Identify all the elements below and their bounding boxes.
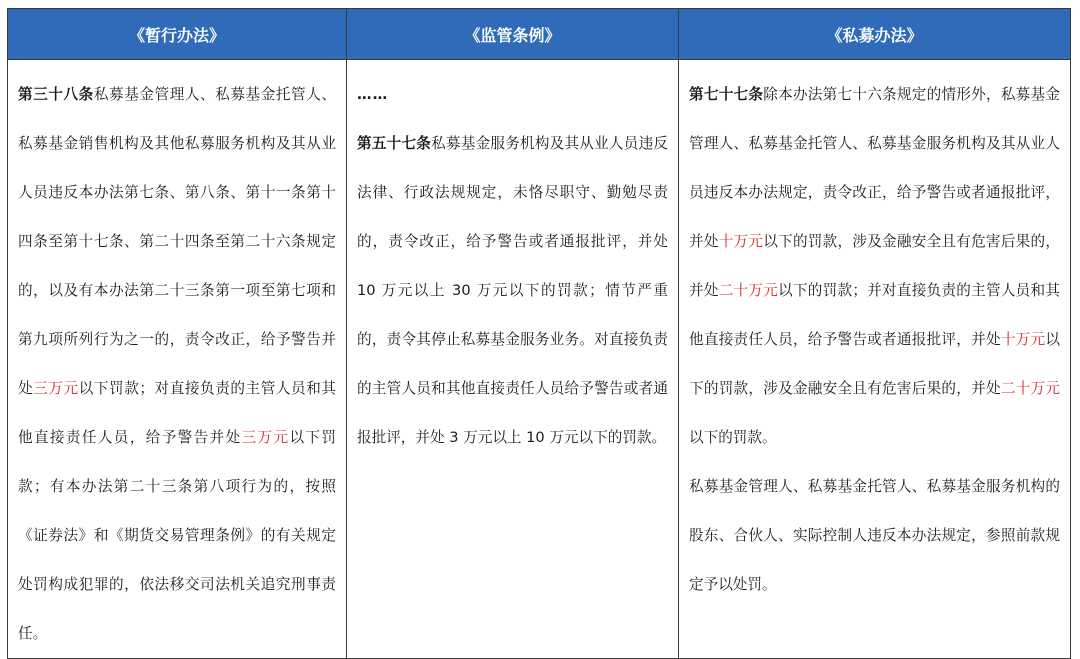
comparison-table bbox=[7, 8, 1071, 659]
paragraph-article-57 bbox=[357, 119, 668, 462]
header-interim-measures: 《暂行办法》 bbox=[8, 9, 347, 60]
article-text: 以下的罚款。 bbox=[689, 429, 777, 446]
article-text: 以下的罚款，涉及金融安全且有危害后果的，并处 bbox=[689, 233, 1060, 299]
article-text: 私募基金管理人、私募基金托管人、私募基金销售机构及其他私募服务机构及其从业人员违反本办法第七条、第八条、第十一条第十四条至第十七条、第二十四条至第二十六条规定的，以及有本办法第二十三条第一项至第七项和第九项所列行为之一的，责令改正，给予警告并处 bbox=[18, 86, 336, 397]
header-row bbox=[8, 9, 1071, 60]
paragraph-article-77-part2: 私募基金管理人、私募基金托管人、私募基金服务机构的股东、合伙人、实际控制人违反本办法规定，参照前款规定予以处罚。 bbox=[689, 478, 1060, 593]
article-text: 私募基金服务机构及其从业人员违反法律、行政法规规定，未恪尽职守、勤勉尽责的，责令改正，给予警告或者通报批评，并处 10 万元以上 30 万元以下的罚款；情节严重的，责令其停止私募基金服务业务。对直接负责的主管人员和其他直接责任人员给予警告或者通报批评，并处 3 万元以上 10 万元以下的罚款。 bbox=[357, 135, 668, 446]
article-number: 第三十八条 bbox=[18, 86, 94, 103]
article-text: 以下罚款；对直接负责的主管人员和其他直接责任人员，给予警告并处 bbox=[18, 380, 336, 446]
paragraph-article-77 bbox=[689, 70, 1060, 462]
paragraph-article-38 bbox=[18, 70, 336, 658]
penalty-amount: 二十万元 bbox=[718, 282, 779, 299]
article-text: 除本办法第七十六条规定的情形外，私募基金管理人、私募基金托管人、私募基金服务机构及其从业人员违反本办法规定，责令改正，给予警告或者通报批评，并处 bbox=[689, 86, 1060, 250]
article-number: 第五十七条 bbox=[357, 135, 432, 152]
cell-regulations bbox=[347, 60, 679, 659]
header-regulations: 《监管条例》 bbox=[347, 9, 679, 60]
article-number: 第七十七条 bbox=[689, 86, 764, 103]
article-text: 以下的罚款，涉及金融安全且有危害后果的，并处 bbox=[689, 331, 1060, 397]
cell-interim-measures bbox=[8, 60, 347, 659]
article-text: 以下的罚款；并对直接负责的主管人员和其他直接责任人员，给予警告或者通报批评，并处 bbox=[689, 282, 1060, 348]
penalty-amount: 十万元 bbox=[718, 233, 764, 250]
penalty-amount: 十万元 bbox=[1000, 331, 1046, 348]
content-row bbox=[8, 60, 1071, 659]
penalty-amount: 二十万元 bbox=[1000, 380, 1060, 397]
article-text: 以下罚款；有本办法第二十三条第八项行为的，按照《证券法》和《期货交易管理条例》的有关规定处罚构成犯罪的，依法移交司法机关追究刑事责任。 bbox=[18, 429, 336, 642]
header-private-fund-measures: 《私募办法》 bbox=[679, 9, 1071, 60]
penalty-amount: 三万元 bbox=[241, 429, 290, 446]
penalty-amount: 三万元 bbox=[33, 380, 79, 397]
cell-private-fund-measures bbox=[679, 60, 1071, 659]
ellipsis: …… bbox=[357, 86, 389, 103]
